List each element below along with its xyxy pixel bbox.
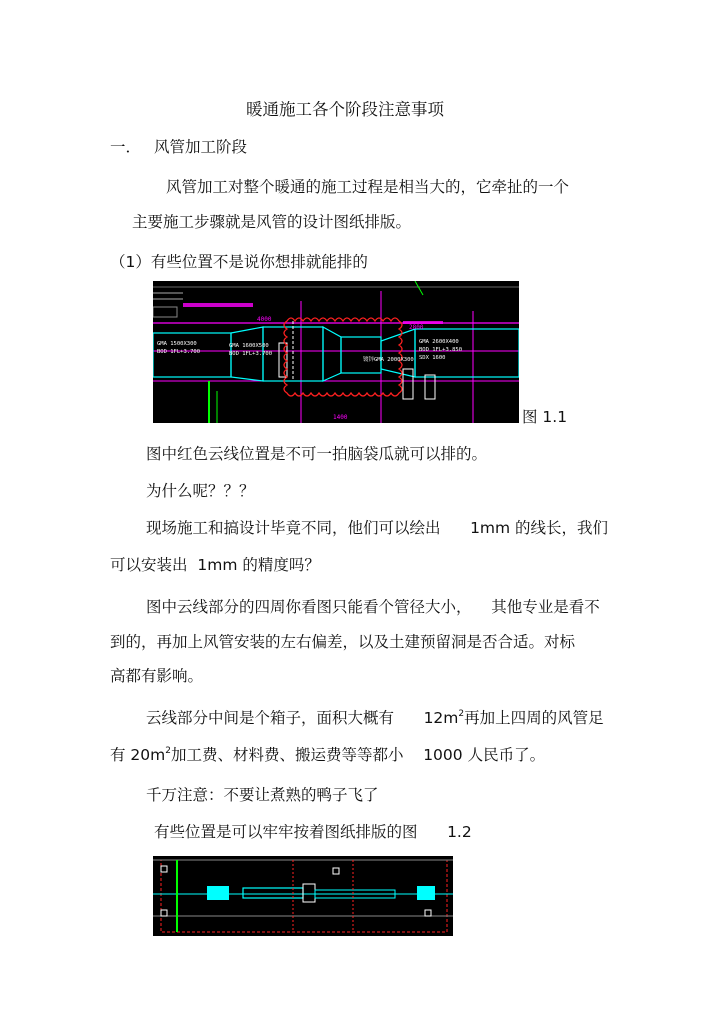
paragraph-line: 云线部分中间是个箱子，面积大概有 $12m^2$再加上四周的风管足 (146, 709, 604, 727)
paragraph-line: 高都有影响。 (110, 667, 204, 685)
cad-label: 镀锌GMA 2000X300 (363, 357, 414, 363)
cad-label: GMA 1600X500 (229, 343, 269, 349)
figure-1-1-cad-drawing (153, 281, 519, 423)
paragraph-line: 主要施工步骤就是风管的设计图纸排版。 (132, 213, 412, 231)
figure-1-2-cad-drawing (153, 856, 453, 936)
cad-label: GMA 2600X400 (419, 339, 459, 345)
page-title: 暖通施工各个阶段注意事项 (246, 100, 444, 119)
paragraph-line: 为什么呢？？？ (146, 482, 255, 500)
cad-label: GMA 1500X300 (157, 341, 197, 347)
paragraph-line: 有 $20m^2$加工费、材料费、搬运费等等都小 1000 人民币了。 (110, 746, 546, 764)
section-number: 一． (110, 138, 142, 156)
paragraph-line: 风管加工对整个暖通的施工过程是相当大的，它牵扯的一个 (166, 178, 570, 196)
paragraph-line: 图中云线部分的四周你看图只能看个管径大小， 其他专业是看不 (146, 598, 600, 616)
cad-dimension: 1400 (333, 414, 348, 421)
section-heading: 风管加工阶段 (154, 138, 248, 156)
cad-dimension: 2800 (409, 324, 424, 331)
paragraph-line: 千万注意：不要让煮熟的鸭子飞了 (146, 786, 379, 804)
cad-dimension: 4000 (257, 316, 272, 323)
paragraph-line: 可以安装出 1mm 的精度吗？ (110, 556, 320, 574)
list-item: （1）有些位置不是说你想排就能排的 (110, 253, 368, 271)
paragraph-line: 有些位置是可以牢牢按着图纸排版的图 1.2 (154, 823, 472, 841)
cad-label: BOD 1FL+3.850 (419, 347, 463, 353)
figure-caption: 图 1.1 (522, 408, 568, 426)
paragraph-line: 现场施工和搞设计毕竟不同，他们可以绘出 1mm 的线长，我们 (146, 519, 609, 537)
cad-label: BOD 1FL+3.700 (157, 349, 201, 355)
paragraph-line: 到的，再加上风管安装的左右偏差，以及土建预留洞是否合适。对标 (110, 633, 576, 651)
cad-label: BOD 1FL+3.700 (229, 351, 273, 357)
cad-label: SDX 1600 (419, 355, 446, 361)
paragraph-line: 图中红色云线位置是不可一拍脑袋瓜就可以排的。 (146, 445, 488, 463)
